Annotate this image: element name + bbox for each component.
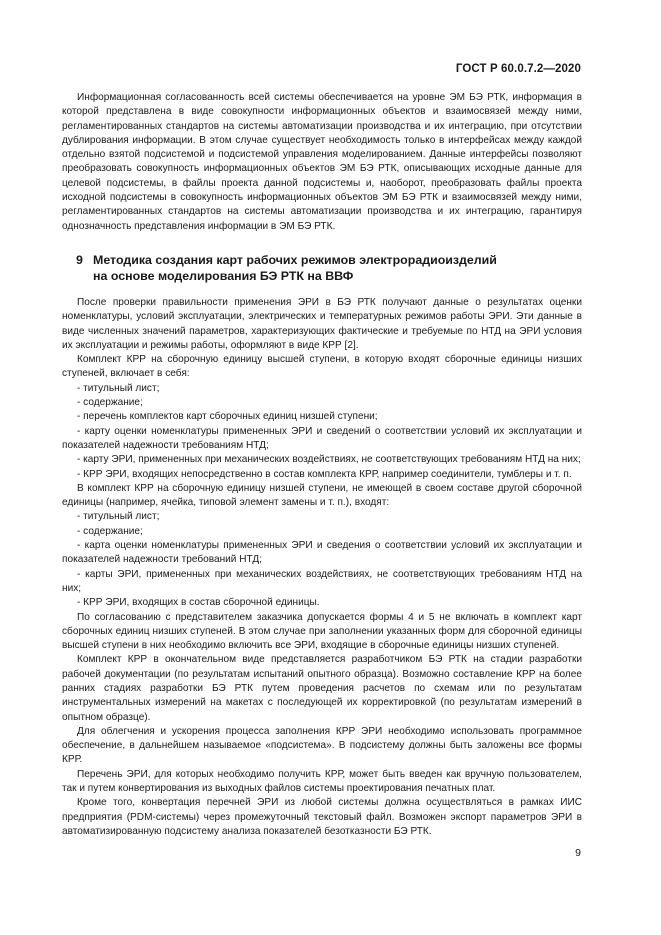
section-number: 9 — [76, 252, 83, 267]
list-item: - титульный лист; — [77, 511, 160, 523]
list-item: - карты ЭРИ, примененных при механических воздействиях, не соответствующих требованиям НТД на них; — [62, 568, 582, 594]
list-item: - содержание; — [77, 525, 143, 537]
list-item: - карту оценки номенклатуры примененных ЭРИ и сведений о соответствии условий их эксплуатации и показателей надежности требованиям НТД; — [62, 425, 582, 451]
list-item: - карту ЭРИ, примененных при механических воздействиях, не соответствующих требованиям НТД на них; — [77, 454, 581, 466]
document-body — [62, 91, 582, 839]
section-title-text — [93, 252, 497, 284]
list-item: - карта оценки номенклатуры примененных ЭРИ и сведения о соответствии условий их эксплуатации и показателей надежности требований НТД; — [62, 540, 582, 566]
list-item: - КРР ЭРИ, входящих непосредственно в состав комплекта КРР, например соединители, тумблеры и т. п. — [77, 468, 572, 480]
section-heading — [76, 252, 582, 284]
list-item: - содержание; — [77, 397, 143, 409]
page-number: 9 — [575, 847, 581, 859]
paragraph: Для облегчения и ускорения процесса заполнения КРР ЭРИ необходимо использовать программное обеспечение, в дальнейшем называемое «подсистема». В подсистему должны быть заложены все формы КРР. — [62, 725, 582, 766]
section-title-line2: на основе моделирования БЭ РТК на ВВФ — [93, 268, 354, 283]
paragraph: По согласованию с представителем заказчика допускается формы 4 и 5 не включать в комплект карт сборочных единиц низших ступеней. В этом случае при заполнении указанных форм для сборочной единицы высшей ступени в них необходимо включить все ЭРИ, входящие в сборочные единицы низших ступеней. — [62, 611, 582, 652]
document-header: ГОСТ Р 60.0.7.2—2020 — [455, 63, 581, 75]
paragraph: Перечень ЭРИ, для которых необходимо получить КРР, может быть введен как вручную пользователем, так и путем конвертирования из выходных файлов системы проектирования печатных плат. — [62, 768, 582, 795]
section-title-line1: Методика создания карт рабочих режимов электрорадиоизделий — [93, 252, 497, 267]
paragraph: Кроме того, конвертация перечней ЭРИ из любой системы должна осуществляться в рамках ИИС предприятия (PDM-системы) через промежуточный текстовый файл. Возможен экспорт параметров ЭРИ в автоматизированную подсистему анализа показателей безотказности БЭ РТК. — [62, 797, 582, 837]
intro-paragraph: Информационная согласованность всей системы обеспечивается на уровне ЭМ БЭ РТК, информация в которой представлена в виде совокупности информационных объектов и взаимосвязей между ними, регламентированных стандартов на системы автоматизации производства и их интеграцию, при отсутствии дублирования информации. В этом случае существует необходимость только в интерфейсах между каждой отдельно взятой подсистемой и подсистемой управления моделированием. Данные интерфейсы позволяют преобразовать совокупность информационных объектов ЭМ БЭ РТК, описывающих исходные данные для целевой подсистемы, в файлы проекта данной подсистемы и, наоборот, преобразовать файлы проекта исходной подсистемы в совокупность информационных объектов ЭМ БЭ РТК и взаимосвязей между ними, регламентированных стандартов на системы автоматизации производства и их интеграцию, гарантируя однозначность представления информации в ЭМ БЭ РТК. — [62, 92, 582, 232]
list-item: - титульный лист; — [77, 382, 160, 394]
list-item: - КРР ЭРИ, входящих в состав сборочной единицы. — [77, 597, 320, 609]
paragraph: В комплект КРР на сборочную единицу низшей ступени, не имеющей в своем составе другой сборочной единицы (например, ячейка, типовой элемент замены и т. п.), входят: — [62, 482, 582, 509]
paragraph: Комплект КРР на сборочную единицу высшей ступени, в которую входят сборочные единицы низших ступеней, включает в себя: — [62, 354, 582, 380]
list-item: - перечень комплектов карт сборочных единиц низшей ступени; — [77, 411, 378, 423]
paragraph: После проверки правильности применения ЭРИ в БЭ РТК получают данные о результатах оценки номенклатуры, условий эксплуатации, электрических и температурных режимов работы ЭРИ. Эти данные в виде численных значений параметров, характеризующих фактические и требуемые по НТД на ЭРИ условия их эксплуатации и режимы работы, оформляют в виде КРР [2]. — [62, 296, 582, 351]
paragraph: Комплект КРР в окончательном виде представляется разработчиком БЭ РТК на стадии разработки рабочей документации (по результатам испытаний опытного образца). Возможно составление КРР на более ранних стадиях разработки БЭ РТК путем проведения расчетов по схемам или по результатам инструментальных измерений на макетах с последующей их корректировкой (по результатам измерений в опытном образце). — [62, 654, 582, 723]
